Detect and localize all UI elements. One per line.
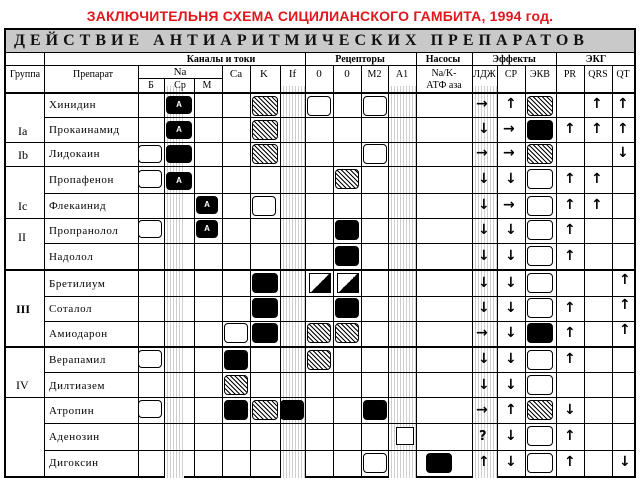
block-marker-moderate xyxy=(527,400,553,420)
effect-arrow: ↓ xyxy=(478,275,490,291)
block-marker-high xyxy=(426,453,452,473)
header-if: If xyxy=(288,68,297,80)
row-line xyxy=(44,117,634,118)
effect-arrow: ↑ xyxy=(505,96,517,112)
block-marker-a: A xyxy=(166,121,192,139)
row-line xyxy=(44,321,634,322)
effect-arrow: ↓ xyxy=(478,222,490,238)
header-a1: A1 xyxy=(395,69,409,80)
header-m2: М2 xyxy=(367,69,382,80)
header-pumps: Насосы xyxy=(425,54,461,65)
effect-arrow: ↑ xyxy=(591,171,603,187)
effect-arrow: → xyxy=(476,96,488,112)
block-marker-low xyxy=(363,144,387,164)
effect-arrow: ↑ xyxy=(591,121,603,137)
grid-line xyxy=(388,65,389,478)
drug-name: Бретилиум xyxy=(49,278,106,290)
block-marker-high xyxy=(335,220,359,240)
effect-arrow: ↑ xyxy=(564,428,576,444)
group-label: II xyxy=(18,230,26,244)
row-line xyxy=(44,372,634,373)
effect-arrow: ↓ xyxy=(478,121,490,137)
grid-line xyxy=(138,78,222,79)
header-nak: Na/K- xyxy=(431,68,457,79)
row-line xyxy=(6,166,634,167)
block-marker-moderate xyxy=(224,375,248,395)
header-receptors: Рецепторы xyxy=(335,54,385,65)
effect-arrow: → xyxy=(476,402,488,418)
block-marker-low xyxy=(138,400,162,418)
effect-arrow: ↑ xyxy=(591,96,603,112)
effect-arrow: ↓ xyxy=(478,248,490,264)
block-marker-low xyxy=(527,196,553,216)
grid-line xyxy=(525,65,526,478)
block-marker-a: A xyxy=(196,220,218,238)
page-title: ЗАКЛЮЧИТЕЛЬНЯ СХЕМА СИЦИЛИАНСКОГО ГАМБИТА, 1994 год. xyxy=(86,8,554,24)
header-ecg: ЭКГ xyxy=(585,54,607,65)
effect-arrow: ↓ xyxy=(505,300,517,316)
block-marker-mixed xyxy=(309,273,331,293)
block-marker-low xyxy=(138,350,162,368)
grid-line xyxy=(250,65,251,478)
block-marker-low xyxy=(138,220,162,238)
effect-arrow: ↑ xyxy=(564,197,576,213)
block-marker-a: A xyxy=(166,172,192,190)
group-label: III xyxy=(16,302,31,316)
effect-arrow: ↓ xyxy=(505,275,517,291)
header-pr: PR xyxy=(563,69,577,80)
block-marker-low xyxy=(396,427,414,445)
drug-name: Верапамил xyxy=(49,354,106,366)
effect-arrow: ↓ xyxy=(505,325,517,341)
header-ekv: ЭКВ xyxy=(530,69,550,80)
header-channels: Каналы и токи xyxy=(186,54,256,65)
effect-arrow: ↑ xyxy=(564,248,576,264)
effect-arrow: ↓ xyxy=(505,428,517,444)
grid-line xyxy=(6,65,634,66)
effect-arrow: ↑ xyxy=(564,222,576,238)
grid-line xyxy=(222,65,223,478)
effect-arrow: ↑ xyxy=(564,454,576,470)
header-m: М xyxy=(202,80,212,91)
effect-arrow: ↓ xyxy=(619,454,631,470)
block-marker-low xyxy=(527,246,553,266)
grid-line xyxy=(164,78,165,478)
drug-name: Лидокаин xyxy=(49,148,101,160)
effect-arrow: ↓ xyxy=(617,145,629,161)
block-marker-low xyxy=(527,298,553,318)
block-marker-a: A xyxy=(196,196,218,214)
header-qt: QT xyxy=(616,69,630,80)
block-marker-moderate xyxy=(307,323,331,343)
block-marker-high xyxy=(363,400,387,420)
grid-line xyxy=(194,78,195,478)
row-line xyxy=(6,142,634,143)
effect-arrow: → xyxy=(503,145,515,161)
effect-arrow: ↓ xyxy=(478,377,490,393)
effect-arrow: ↓ xyxy=(478,197,490,213)
effect-arrow: ↓ xyxy=(505,351,517,367)
block-marker-high xyxy=(252,273,278,293)
block-marker-low xyxy=(363,96,387,116)
drug-name: Хинидин xyxy=(49,99,97,111)
header-sr2: СР xyxy=(504,69,518,80)
block-marker-high xyxy=(280,400,304,420)
block-marker-low xyxy=(307,96,331,116)
banner-text: ДЕЙСТВИЕ АНТИАРИТМИЧЕСКИХ ПРЕПАРАТОВ xyxy=(14,32,589,49)
grid-line xyxy=(361,65,362,478)
drug-name: Соталол xyxy=(49,303,93,315)
row-line xyxy=(44,193,634,194)
shade-col xyxy=(388,86,416,478)
drug-name: Пропранолол xyxy=(49,225,119,237)
effect-arrow: → xyxy=(503,197,515,213)
block-marker-mixed xyxy=(337,273,359,293)
grid-line xyxy=(612,65,613,478)
block-marker-high xyxy=(252,298,278,318)
block-marker-moderate xyxy=(527,144,553,164)
effect-arrow: ↑ xyxy=(619,272,631,288)
effect-arrow: ↑ xyxy=(619,297,631,313)
drug-name: Амиодарон xyxy=(49,328,108,340)
group-label: Ib xyxy=(18,148,28,162)
drug-name: Атропин xyxy=(49,405,95,417)
drug-name: Аденозин xyxy=(49,431,100,443)
effect-arrow: ↑ xyxy=(505,402,517,418)
row-line xyxy=(6,346,634,348)
effect-arrow: ↓ xyxy=(505,222,517,238)
block-marker-high xyxy=(166,145,192,163)
block-marker-low xyxy=(527,375,553,395)
effect-arrow: ↓ xyxy=(505,377,517,393)
effect-arrow: ↑ xyxy=(564,325,576,341)
header-ca: Ca xyxy=(229,68,243,80)
grid-line xyxy=(333,65,334,478)
header-alpha: 0 xyxy=(316,68,322,80)
effect-arrow: ↓ xyxy=(505,248,517,264)
effect-arrow: ↓ xyxy=(564,402,576,418)
table-banner xyxy=(6,30,634,53)
header-b: Б xyxy=(148,80,154,91)
block-marker-low xyxy=(527,350,553,370)
effect-arrow: ↓ xyxy=(478,300,490,316)
block-marker-low xyxy=(527,273,553,293)
block-marker-low xyxy=(363,453,387,473)
row-line xyxy=(44,296,634,297)
header-atpase: АТФ аза xyxy=(426,80,462,91)
row-line xyxy=(6,269,634,271)
header-sr: Ср xyxy=(174,80,186,91)
block-marker-moderate xyxy=(335,323,359,343)
block-marker-moderate xyxy=(252,120,278,140)
effect-arrow: ↑ xyxy=(478,454,490,470)
drug-name: Пропафенон xyxy=(49,174,114,186)
grid-line xyxy=(497,65,498,478)
effect-arrow: → xyxy=(503,121,515,137)
row-line xyxy=(44,243,634,244)
effect-arrow: ↑ xyxy=(564,171,576,187)
row-line xyxy=(44,450,634,451)
group-label: IV xyxy=(16,378,29,392)
grid-line xyxy=(6,92,634,94)
effect-arrow: → xyxy=(476,325,488,341)
effect-arrow: → xyxy=(476,145,488,161)
effect-arrow: ↑ xyxy=(564,351,576,367)
block-marker-moderate xyxy=(335,169,359,189)
drug-name: Флекаинид xyxy=(49,200,107,212)
drug-name: Дигоксин xyxy=(49,457,99,469)
effect-arrow: ↑ xyxy=(617,121,629,137)
grid-line xyxy=(584,65,585,478)
effect-arrow: ↓ xyxy=(478,351,490,367)
block-marker-low xyxy=(527,169,553,189)
effect-arrow: ↑ xyxy=(619,322,631,338)
block-marker-low xyxy=(527,453,553,473)
header-effects: Эффекты xyxy=(492,54,536,65)
block-marker-moderate xyxy=(252,144,278,164)
drug-name: Прокаинамид xyxy=(49,124,120,136)
header-beta: 0 xyxy=(344,68,350,80)
block-marker-high xyxy=(527,323,553,343)
block-marker-low xyxy=(138,170,162,188)
effect-arrow: ↑ xyxy=(564,121,576,137)
effect-arrow: ↑ xyxy=(617,96,629,112)
unknown-mark: ? xyxy=(479,429,487,444)
block-marker-low xyxy=(138,145,162,163)
block-marker-high xyxy=(335,246,359,266)
header-group: Группа xyxy=(9,69,41,80)
header-drug: Препарат xyxy=(73,69,113,80)
effect-arrow: ↑ xyxy=(591,197,603,213)
block-marker-moderate xyxy=(252,400,278,420)
effect-arrow: ↓ xyxy=(505,454,517,470)
block-marker-high xyxy=(252,323,278,343)
block-marker-high xyxy=(224,400,248,420)
drug-name: Надолол xyxy=(49,251,94,263)
effect-arrow: ↑ xyxy=(564,300,576,316)
block-marker-high xyxy=(335,298,359,318)
block-marker-moderate xyxy=(527,96,553,116)
row-line xyxy=(6,397,634,398)
header-qrs: QRS xyxy=(588,69,608,80)
block-marker-high xyxy=(527,120,553,140)
header-k: K xyxy=(260,68,268,80)
effect-arrow: ↓ xyxy=(478,171,490,187)
block-marker-a: A xyxy=(166,96,192,114)
block-marker-low xyxy=(527,220,553,240)
group-label: Ic xyxy=(18,199,28,213)
block-marker-low xyxy=(252,196,276,216)
block-marker-low xyxy=(527,426,553,446)
block-marker-moderate xyxy=(252,96,278,116)
row-line xyxy=(44,423,634,424)
block-marker-high xyxy=(224,350,248,370)
header-ldzh: ЛДЖ xyxy=(473,69,496,80)
block-marker-moderate xyxy=(307,350,331,370)
block-marker-low xyxy=(224,323,248,343)
header-na: Na xyxy=(173,66,187,78)
row-line xyxy=(6,218,634,219)
drug-name: Дилтиазем xyxy=(49,380,106,392)
effect-arrow: ↓ xyxy=(505,171,517,187)
group-label: Ia xyxy=(18,124,28,138)
